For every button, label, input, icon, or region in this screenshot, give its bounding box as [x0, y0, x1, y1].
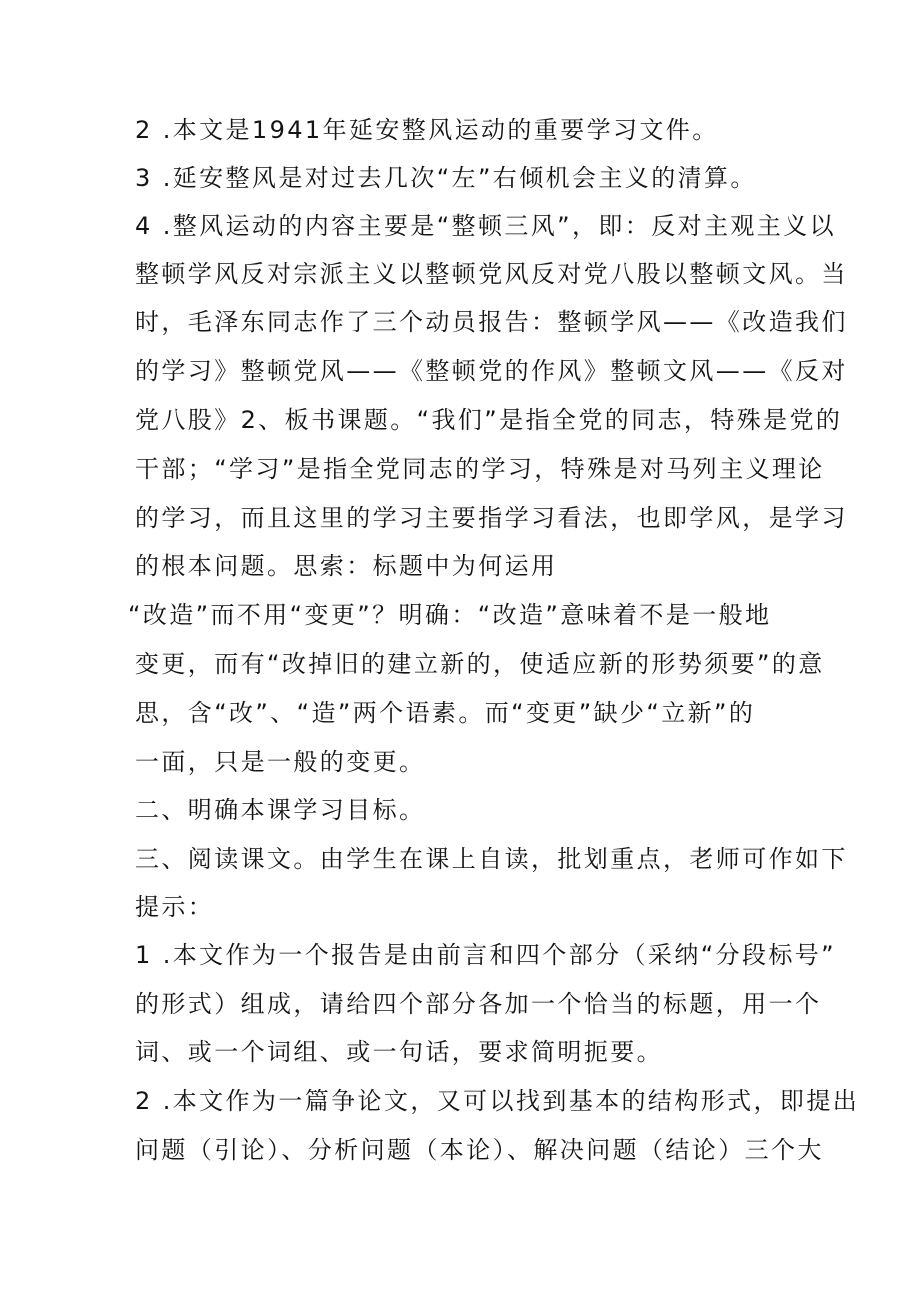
text-line: 的学习，而且这里的学习主要指学习看法，也即学风，是学习 [135, 504, 848, 532]
text-line: 词、或一个词组、或一句话，要求简明扼要。 [135, 1038, 663, 1066]
section-heading: 二、明确本课学习目标。 [135, 796, 426, 824]
text-line: 党八股》2、板书课题。“我们”是指全党的同志，特殊是党的 [135, 406, 843, 434]
text-line: 问题（引论）、分析问题（本论）、解决问题（结论）三个大 [135, 1136, 824, 1164]
text-line: 的学习》整顿党风——《整顿党的作风》整顿文风——《反对 [135, 357, 848, 385]
text-line: 时，毛泽东同志作了三个动员报告：整顿学风——《改造我们 [135, 308, 848, 336]
text-line: 2 .本文作为一篇争论文，又可以找到基本的结构形式，即提出 [135, 1087, 860, 1115]
text-line: 1 .本文作为一个报告是由前言和四个部分（采纳“分段标号” [135, 941, 836, 969]
text-line: 的形式）组成，请给四个部分各加一个恰当的标题，用一个 [135, 990, 822, 1018]
section-heading: 三、阅读课文。由学生在课上自读，批划重点，老师可作如下 [135, 845, 848, 873]
text-line: 3 .延安整风是对过去几次“左”右倾机会主义的清算。 [135, 164, 757, 192]
text-line: 2 .本文是1941年延安整风运动的重要学习文件。 [135, 116, 719, 144]
text-line: 的根本问题。思索：标题中为何运用 [135, 552, 558, 580]
text-line: 干部；“学习”是指全党同志的学习，特殊是对马列主义理论 [135, 455, 825, 483]
text-line: “改造”而不用“变更”？明确：“改造”意味着不是一般地 [128, 601, 772, 629]
text-line: 思，含“改”、“造”两个语素。而“变更”缺少“立新”的 [135, 699, 756, 727]
text-line: 整顿学风反对宗派主义以整顿党风反对党八股以整顿文风。当 [135, 260, 848, 288]
text-line: 变更，而有“改掉旧的建立新的，使适应新的形势须要”的意 [135, 650, 825, 678]
text-line: 4 .整风运动的内容主要是“整顿三风”，即：反对主观主义以 [135, 212, 836, 240]
text-line: 提示： [135, 893, 215, 921]
text-line: 一面，只是一般的变更。 [135, 748, 426, 776]
